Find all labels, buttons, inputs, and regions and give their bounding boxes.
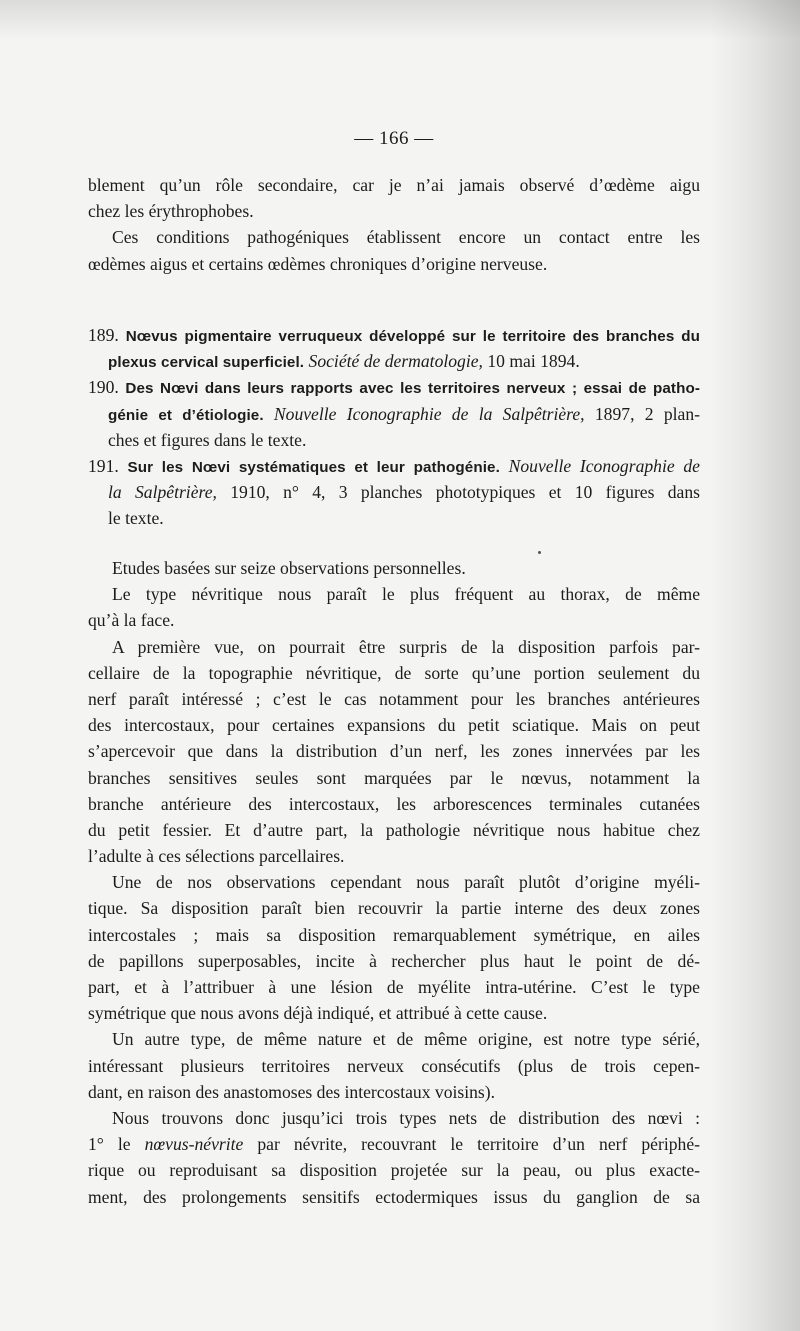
text-line: cellaire de la topographie névritique, de sorte qu’une portion seulement du bbox=[88, 662, 700, 683]
reference-title: Sur les Nœvi systématiques et leur pathogénie. bbox=[127, 458, 500, 476]
scan-edge-shadow bbox=[710, 0, 800, 1331]
reference-title: Des Nœvi dans leurs rapports avec les territoires nerveux ; essai de patho- bbox=[125, 380, 700, 398]
text-line: dant, en raison des anastomoses des intercostaux voisins). bbox=[88, 1081, 496, 1102]
text-line: ment, des prolongements sensitifs ectodermiques issus du ganglion de sa bbox=[88, 1186, 700, 1207]
text-line: rique ou reproduisant sa disposition projetée sur la peau, ou plus exacte- bbox=[88, 1160, 700, 1181]
reference-date: 10 mai 1894. bbox=[487, 351, 580, 372]
reference-number: 189. bbox=[88, 325, 119, 345]
text-line: qu’à la face. bbox=[88, 610, 175, 631]
text-line: symétrique que nous avons déjà indiqué, et attribué à cette cause. bbox=[88, 1003, 548, 1024]
text-line: du petit fessier. Et d’autre part, la pathologie névritique nous habitue chez bbox=[88, 819, 700, 840]
reference-source: Nouvelle Iconographie de bbox=[508, 455, 700, 476]
text-line: A première vue, on pourrait être surpris de la disposition parfois par- bbox=[112, 636, 700, 657]
text-line: Nous trouvons donc jusqu’ici trois types nets de distribution des nœvi : bbox=[112, 1107, 700, 1128]
text-line: chez les érythrophobes. bbox=[88, 201, 254, 222]
reference-title: Nœvus pigmentaire verruqueux développé sur le territoire des branches du bbox=[125, 328, 700, 345]
reference-source: Société de dermatologie, bbox=[308, 351, 483, 372]
text-line: branche antérieure des intercostaux, les arborescences terminales cutanées bbox=[88, 793, 700, 814]
text-line: nerf paraît intéressé ; c’est le cas notamment pour les branches antérieures bbox=[88, 688, 700, 709]
text-run: par névrite, recouvrant le territoire d’un nerf périphé- bbox=[257, 1134, 700, 1155]
page-number: — 166 — bbox=[354, 128, 434, 149]
reference-source: la Salpêtrière, bbox=[108, 482, 217, 503]
italic-term: nœvus-névrite bbox=[144, 1134, 244, 1155]
enumeration-prefix: 1° le bbox=[88, 1134, 131, 1155]
text-line: des intercostaux, pour certaines expansions du petit sciatique. Mais on peut bbox=[88, 715, 700, 736]
intro-paragraph bbox=[88, 172, 700, 277]
reference-details: 1897, 2 plan- bbox=[594, 403, 700, 424]
reference-list bbox=[88, 322, 700, 532]
reference-title: génie et d’étiologie. bbox=[108, 406, 264, 424]
reference-189-line-2 bbox=[88, 348, 700, 374]
reference-source: Nouvelle Iconographie de la Salpêtrière, bbox=[273, 403, 585, 424]
reference-details: le texte. bbox=[108, 508, 164, 529]
reference-191-line-1 bbox=[88, 453, 700, 479]
text-line-enumeration bbox=[88, 1131, 700, 1157]
body-text bbox=[88, 555, 700, 1210]
reference-190-line-3 bbox=[88, 427, 700, 453]
ink-speck bbox=[538, 551, 541, 554]
reference-191-line-2 bbox=[88, 479, 700, 505]
text-line: s’apercevoir que dans la distribution d’un nerf, les zones innervées par les bbox=[88, 741, 700, 762]
text-line: Etudes basées sur seize observations personnelles. bbox=[112, 558, 466, 578]
reference-190-line-2 bbox=[88, 401, 700, 427]
text-line: l’adulte à ces sélections parcellaires. bbox=[88, 846, 345, 867]
text-line: de papillons superposables, incite à rechercher plus haut le point de dé- bbox=[88, 950, 700, 971]
text-line: blement qu’un rôle secondaire, car je n’ai jamais observé d’œdème aigu bbox=[88, 175, 700, 195]
text-line: Ces conditions pathogéniques établissent encore un contact entre les bbox=[112, 227, 700, 248]
reference-details: 1910, n° 4, 3 planches phototypiques et 10 figures dans bbox=[230, 482, 701, 503]
reference-title: plexus cervical superficiel. bbox=[108, 354, 305, 372]
reference-191-line-3 bbox=[88, 505, 700, 531]
text-line: part, et à l’attribuer à une lésion de myélite intra-utérine. C’est le type bbox=[88, 977, 700, 997]
reference-190-line-1 bbox=[88, 374, 700, 400]
text-line: œdèmes aigus et certains œdèmes chroniques d’origine nerveuse. bbox=[88, 253, 548, 274]
text-line: intercostales ; mais sa disposition remarquablement symétrique, en ailes bbox=[88, 924, 700, 945]
reference-number: 191. bbox=[88, 455, 119, 476]
text-line: Le type névritique nous paraît le plus fréquent au thorax, de même bbox=[112, 584, 700, 605]
text-line: Un autre type, de même nature et de même origine, est notre type sérié, bbox=[112, 1029, 700, 1050]
text-line: intéressant plusieurs territoires nerveux consécutifs (plus de trois cepen- bbox=[88, 1055, 700, 1076]
scan-top-shadow bbox=[0, 0, 800, 40]
reference-details: ches et figures dans le texte. bbox=[108, 429, 307, 450]
text-line: branches sensitives seules sont marquées par le nœvus, notamment la bbox=[88, 767, 700, 788]
text-line: tique. Sa disposition paraît bien recouvrir la partie interne des deux zones bbox=[88, 898, 700, 919]
reference-number: 190. bbox=[88, 377, 119, 398]
text-line: Une de nos observations cependant nous paraît plutôt d’origine myéli- bbox=[112, 872, 700, 893]
reference-189-line-1 bbox=[88, 322, 700, 348]
